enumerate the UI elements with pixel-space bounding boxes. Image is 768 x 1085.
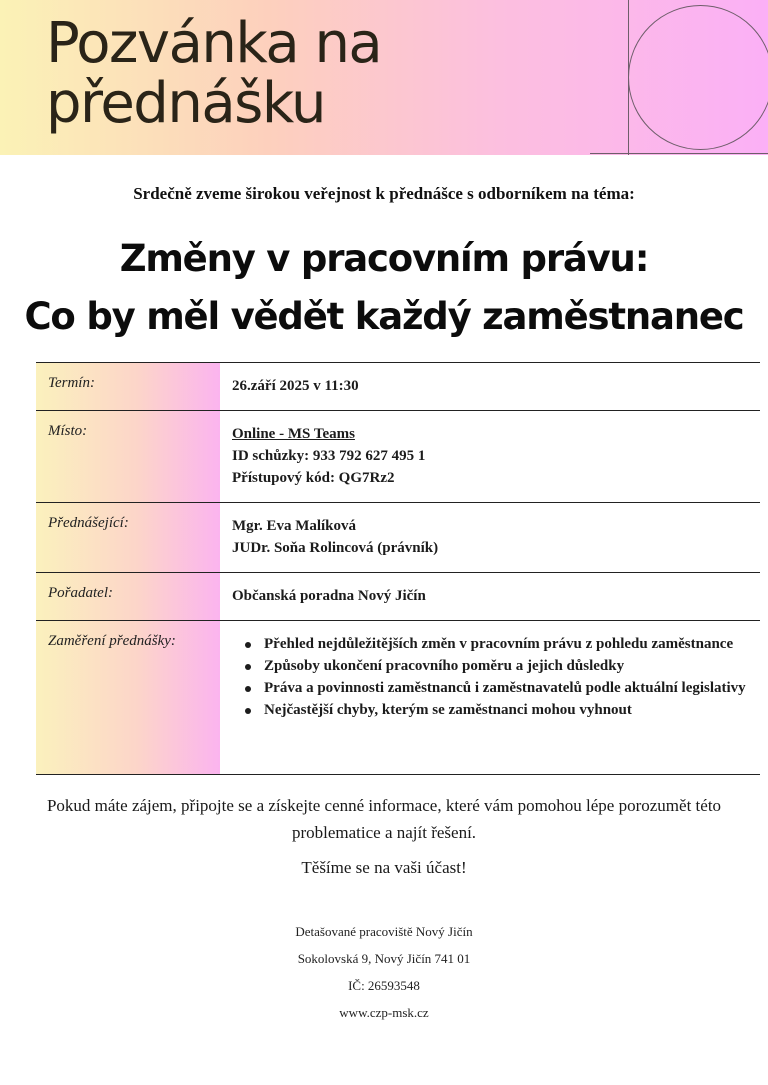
footer-address: Sokolovská 9, Nový Jičín 741 01 xyxy=(297,951,471,966)
closing-text: Pokud máte zájem, připojte se a získejte cenné informace, které vám pomohou lépe porozumět této problematice a najít řešení. xyxy=(46,796,722,842)
table-row-termin xyxy=(36,363,760,411)
value-termin: 26.září 2025 v 11:30 xyxy=(232,378,359,394)
list-item: Práva a povinnosti zaměstnanců i zaměstnavatelů podle aktuální legislativy xyxy=(244,677,748,699)
list-item: Nejčastější chyby, kterým se zaměstnanci mohou vyhnout xyxy=(244,699,748,721)
lecture-topic xyxy=(0,230,768,346)
header-banner xyxy=(0,0,768,155)
focus-list xyxy=(232,633,748,721)
speaker-1: Mgr. Eva Malíková xyxy=(232,518,357,534)
thanks-text: Těšíme se na vaši účast! xyxy=(301,858,467,877)
value-prednasejici xyxy=(220,503,760,572)
value-zamereni xyxy=(220,621,760,774)
page-title xyxy=(46,11,382,136)
table-row-misto xyxy=(36,411,760,503)
footer-website-link[interactable]: www.czp-msk.cz xyxy=(339,1005,429,1020)
label-termin: Termín: xyxy=(36,363,220,410)
footer-office: Detašované pracoviště Nový Jičín xyxy=(295,924,473,939)
table-row-prednasejici xyxy=(36,503,760,573)
label-zamereni: Zaměření přednášky: xyxy=(36,621,220,774)
list-item: Způsoby ukončení pracovního poměru a jejich důsledky xyxy=(244,655,748,677)
list-item: Přehled nejdůležitějších změn v pracovním právu z pohledu zaměstnance xyxy=(244,633,748,655)
table-row-zamereni xyxy=(36,621,760,775)
meeting-id: ID schůzky: 933 792 627 495 1 xyxy=(232,448,426,464)
title-line-2: přednášku xyxy=(46,71,326,136)
label-prednasejici: Přednášející: xyxy=(36,503,220,572)
info-table xyxy=(36,362,760,775)
table-row-poradatel xyxy=(36,573,760,621)
footer-company-id: IČ: 26593548 xyxy=(348,978,420,993)
value-poradatel: Občanská poradna Nový Jičín xyxy=(232,588,426,604)
decorative-horizontal-line xyxy=(590,153,768,154)
ms-teams-link[interactable]: Online - MS Teams xyxy=(232,426,355,442)
access-code: Přístupový kód: QG7Rz2 xyxy=(232,470,395,486)
value-misto xyxy=(220,411,760,502)
footer xyxy=(0,918,768,1026)
topic-line-2: Co by měl vědět každý zaměstnanec xyxy=(24,295,744,338)
topic-line-1: Změny v pracovním právu: xyxy=(119,237,649,280)
label-poradatel: Pořadatel: xyxy=(36,573,220,620)
title-line-1: Pozvánka na xyxy=(46,11,382,76)
intro-text: Srdečně zveme širokou veřejnost k přednášce s odborníkem na téma: xyxy=(133,184,635,203)
label-misto: Místo: xyxy=(36,411,220,502)
speaker-2: JUDr. Soňa Rolincová (právník) xyxy=(232,540,439,556)
decorative-circle xyxy=(628,5,768,150)
